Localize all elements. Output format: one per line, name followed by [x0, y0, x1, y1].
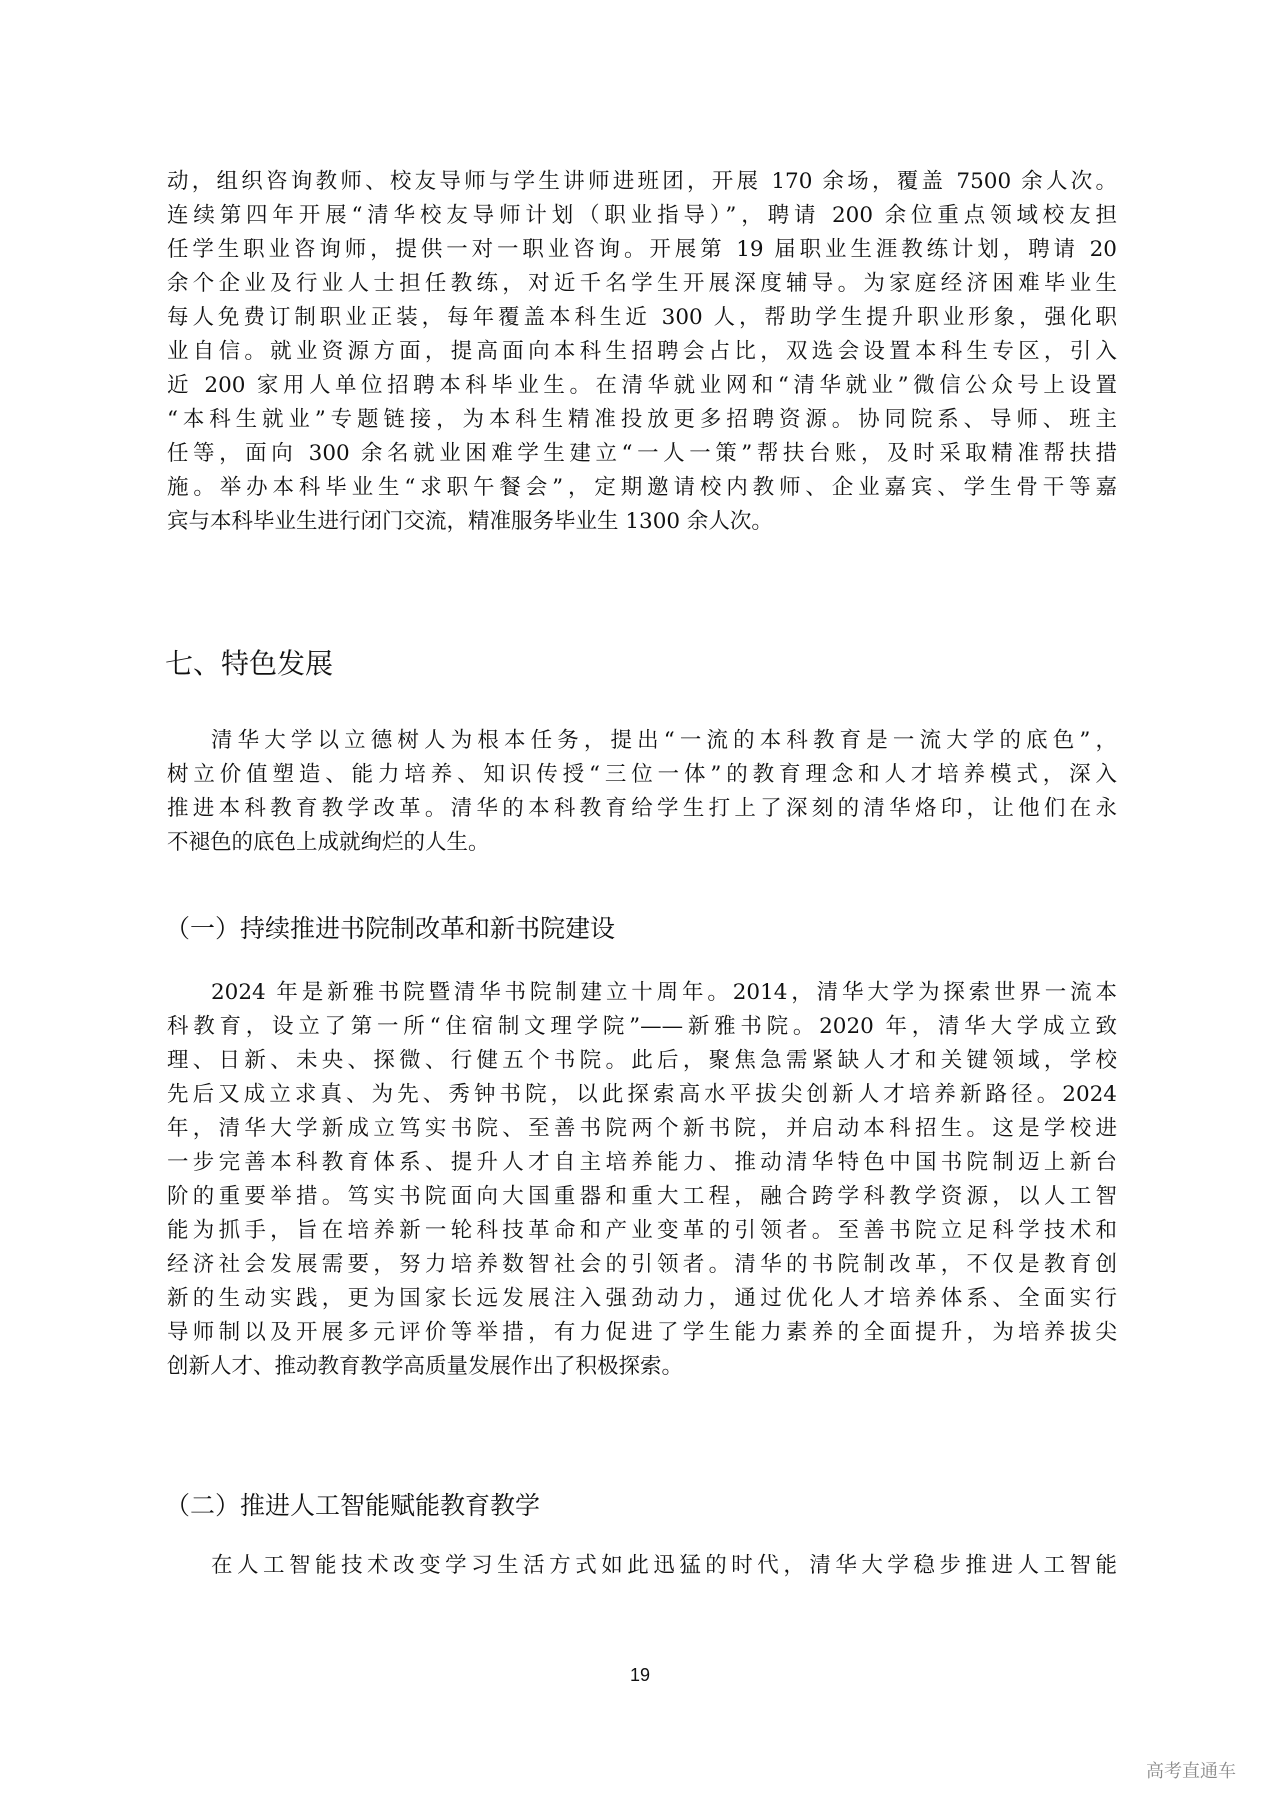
- text-line: 施。举办本科毕业生“求职午餐会”，定期邀请校内教师、企业嘉宾、学生骨干等嘉: [167, 475, 1117, 500]
- text-line: 2024 年是新雅书院暨清华书院制建立十周年。2014，清华大学为探索世界一流本: [211, 980, 1117, 1005]
- text-line: 推进本科教育教学改革。清华的本科教育给学生打上了深刻的清华烙印，让他们在永: [167, 796, 1117, 821]
- text-line: 任等，面向 300 余名就业困难学生建立“一人一策”帮扶台账，及时采取精准帮扶措: [167, 441, 1117, 466]
- text-line: 能为抓手，旨在培养新一轮科技革命和产业变革的引领者。至善书院立足科学技术和: [167, 1218, 1117, 1243]
- text-line: 连续第四年开展“清华校友导师计划（职业指导）”，聘请 200 余位重点领域校友担: [167, 203, 1117, 228]
- watermark: 高考直通车: [1146, 1761, 1236, 1782]
- subsection-heading: （一）持续推进书院制改革和新书院建设: [165, 914, 616, 943]
- subsection-heading: （二）推进人工智能赋能教育教学: [165, 1491, 541, 1520]
- text-line: 不褪色的底色上成就绚烂的人生。: [167, 830, 490, 855]
- text-line: 在人工智能技术改变学习生活方式如此迅猛的时代，清华大学稳步推进人工智能: [211, 1553, 1117, 1578]
- text-line: 科教育，设立了第一所“住宿制文理学院”——新雅书院。2020 年，清华大学成立致: [167, 1014, 1117, 1039]
- text-line: 宾与本科毕业生进行闭门交流，精准服务毕业生 1300 余人次。: [167, 509, 773, 534]
- text-line: 清华大学以立德树人为根本任务，提出“一流的本科教育是一流大学的底色”，: [211, 728, 1117, 753]
- text-line: 新的生动实践，更为国家长远发展注入强劲动力，通过优化人才培养体系、全面实行: [167, 1286, 1117, 1311]
- paragraph-ai-education: [167, 1549, 1117, 1583]
- section-heading: 七、特色发展: [165, 647, 334, 680]
- text-line: 阶的重要举措。笃实书院面向大国重器和重大工程，融合跨学科教学资源，以人工智: [167, 1184, 1117, 1209]
- text-line: 一步完善本科教育体系、提升人才自主培养能力、推动清华特色中国书院制迈上新台: [167, 1150, 1117, 1175]
- text-line: 经济社会发展需要，努力培养数智社会的引领者。清华的书院制改革，不仅是教育创: [167, 1252, 1117, 1277]
- text-line: 创新人才、推动教育教学高质量发展作出了积极探索。: [167, 1354, 684, 1379]
- page-number: 19: [629, 1665, 651, 1685]
- text-line: 导师制以及开展多元评价等举措，有力促进了学生能力素养的全面提升，为培养拔尖: [167, 1320, 1117, 1345]
- paragraph-career-services: [167, 165, 1117, 539]
- paragraph-section-intro: [167, 724, 1117, 860]
- text-line: 业自信。就业资源方面，提高面向本科生招聘会占比，双选会设置本科生专区，引入: [167, 339, 1117, 364]
- text-line: 先后又成立求真、为先、秀钟书院，以此探索高水平拔尖创新人才培养新路径。2024: [167, 1082, 1117, 1107]
- paragraph-college-system: [167, 976, 1117, 1384]
- text-line: 理、日新、未央、探微、行健五个书院。此后，聚焦急需紧缺人才和关键领域，学校: [167, 1048, 1117, 1073]
- text-line: 余个企业及行业人士担任教练，对近千名学生开展深度辅导。为家庭经济困难毕业生: [167, 271, 1117, 296]
- text-line: 近 200 家用人单位招聘本科毕业生。在清华就业网和“清华就业”微信公众号上设置: [167, 373, 1117, 398]
- text-line: 动，组织咨询教师、校友导师与学生讲师进班团，开展 170 余场，覆盖 7500 余人次。: [167, 169, 1117, 194]
- text-line: 每人免费订制职业正装，每年覆盖本科生近 300 人，帮助学生提升职业形象，强化职: [167, 305, 1117, 330]
- text-line: 树立价值塑造、能力培养、知识传授“三位一体”的教育理念和人才培养模式，深入: [167, 762, 1117, 787]
- text-line: “本科生就业”专题链接，为本科生精准投放更多招聘资源。协同院系、导师、班主: [167, 407, 1117, 432]
- text-line: 年，清华大学新成立笃实书院、至善书院两个新书院，并启动本科招生。这是学校进: [167, 1116, 1117, 1141]
- text-line: 任学生职业咨询师，提供一对一职业咨询。开展第 19 届职业生涯教练计划，聘请 20: [167, 237, 1117, 262]
